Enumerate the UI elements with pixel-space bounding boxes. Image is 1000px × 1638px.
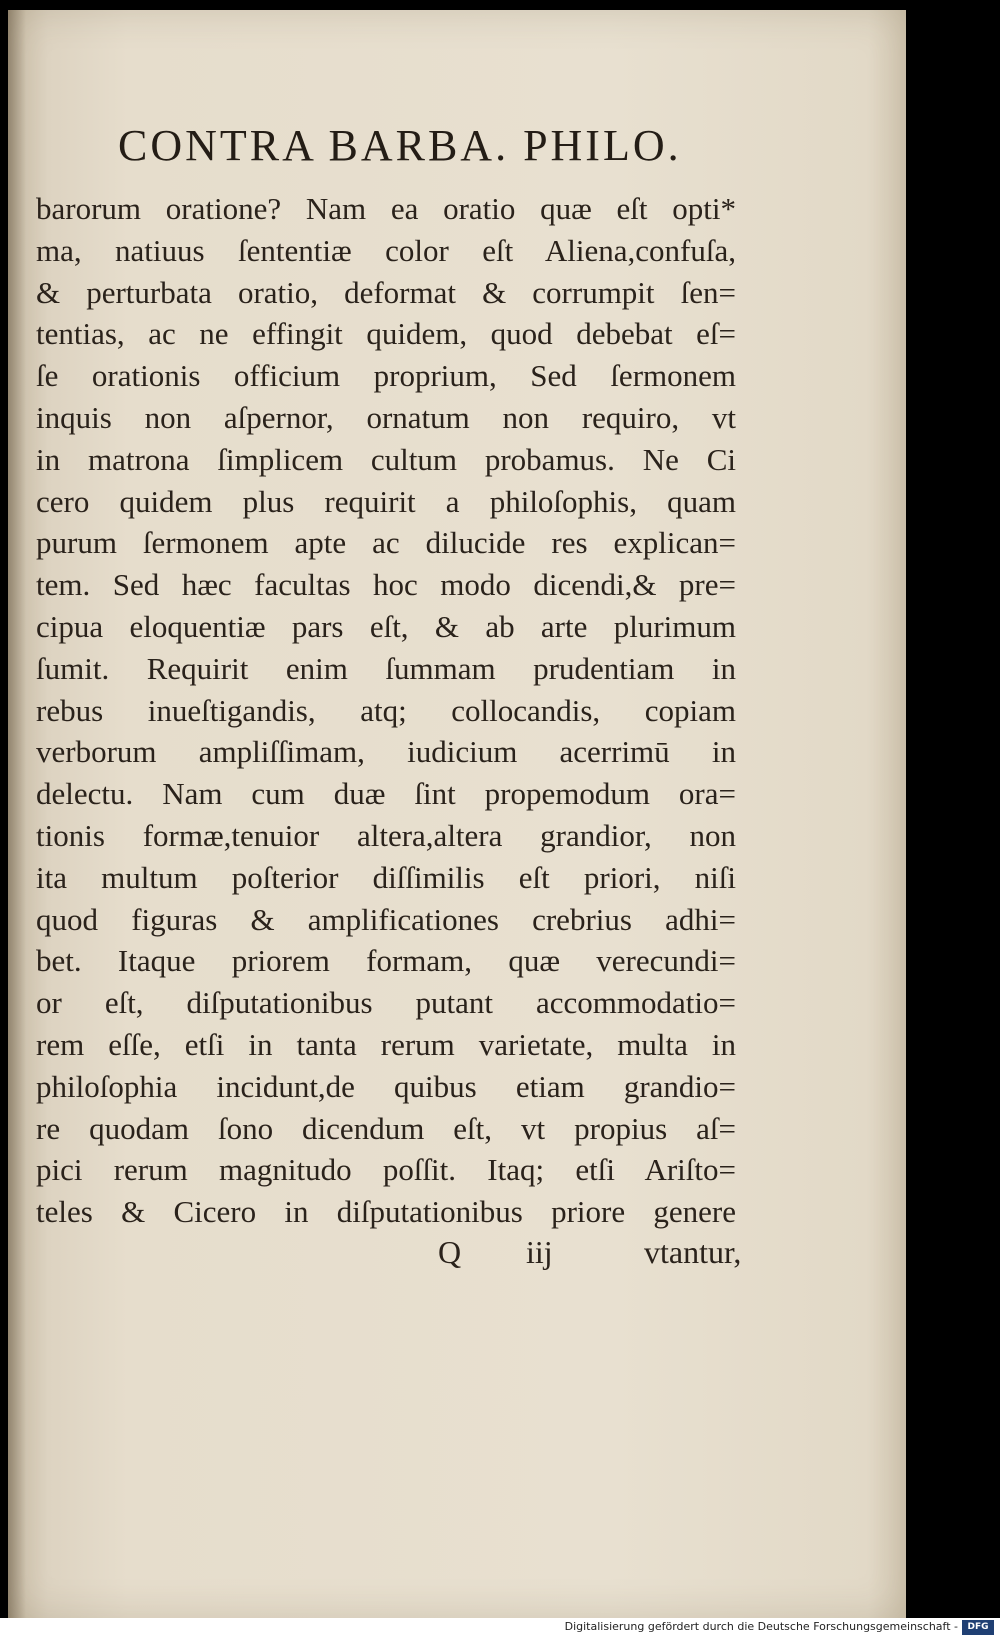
catchword: vtantur, [644,1234,742,1270]
text-line: quod figuras & amplificationes crebrius adhi= [36,901,736,937]
signature-catchword-line [438,1234,742,1271]
text-line: tem. Sed hæc facultas hoc modo dicendi,& pre= [36,567,736,603]
text-line: in matrona ſimplicem cultum probamus. Ne Ci [36,441,736,477]
running-head: CONTRA BARBA. PHILO. [118,121,682,170]
text-line: ma, natiuus ſententiæ color eſt Aliena,confuſa, [36,232,736,268]
text-line: cero quidem plus requirit a philoſophis, quam [36,483,736,519]
funding-credit: Digitalisierung gefördert durch die Deutsche Forschungsgemeinschaft - [564,1620,958,1633]
text-line: cipua eloquentiæ pars eſt, & ab arte plurimum [36,608,736,644]
digitization-footer [0,1618,1000,1638]
text-line: re quodam ſono dicendum eſt, vt propius aſ= [36,1110,736,1146]
text-line: or eſt, diſputationibus putant accommodatio= [36,985,736,1021]
text-line: philoſophia incidunt,de quibus etiam grandio= [36,1068,736,1104]
dfg-logo: DFG [962,1620,994,1635]
text-line: verborum ampliſſimam, iudicium acerrimū in [36,734,736,770]
text-line: & perturbata oratio, deformat & corrumpit ſen= [36,274,736,310]
text-line: ſumit. Requirit enim ſummam prudentiam in [36,650,736,686]
text-line: rem eſſe, etſi in tanta rerum varietate, multa in [36,1026,736,1062]
text-line: tionis formæ,tenuior altera,altera grandior, non [36,817,736,853]
body-text [36,188,736,1233]
text-line: pici rerum magnitudo poſſit. Itaq; etſi Ariſto= [36,1152,736,1188]
text-line: ſe orationis officium proprium, Sed ſermonem [36,358,736,394]
text-line: purum ſermonem apte ac dilucide res explican= [36,525,736,561]
text-line: ita multum poſterior diſſimilis eſt priori, niſi [36,859,736,895]
signature-mark: Q [438,1234,462,1270]
text-line: rebus inueſtigandis, atq; collocandis, copiam [36,692,736,728]
page-gutter-shadow [8,10,26,1618]
text-line: tentias, ac ne effingit quidem, quod debebat eſ= [36,316,736,352]
signature-number: iij [526,1234,553,1270]
book-page [8,10,906,1618]
text-line: inquis non aſpernor, ornatum non requiro, vt [36,399,736,435]
text-line: bet. Itaque priorem formam, quæ verecundi= [36,943,736,979]
text-line: delectu. Nam cum duæ ſint propemodum ora= [36,776,736,812]
text-line: barorum oratione? Nam ea oratio quæ eſt opti* [36,191,736,226]
text-line: teles & Cicero in diſputationibus priore genere [36,1194,736,1230]
